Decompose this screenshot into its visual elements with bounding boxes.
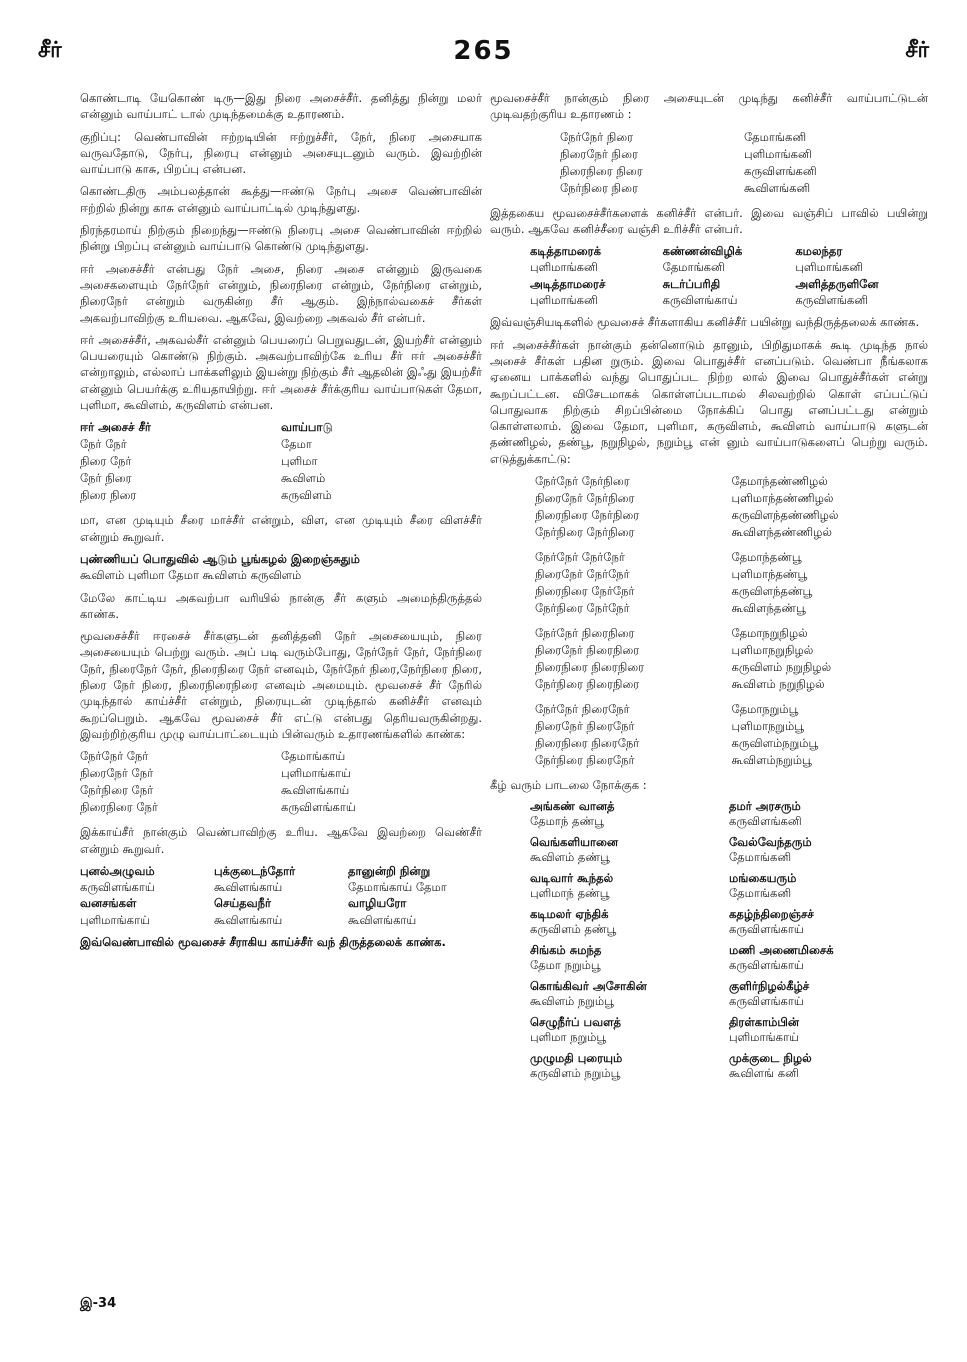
verse-scansion: புளிமாங்காய்	[729, 1030, 799, 1045]
verse-word: தமர் அரசரும்	[729, 799, 801, 814]
verse-pair	[729, 1015, 928, 1045]
table-cell: தேமாங்கனி	[744, 129, 807, 144]
verse-scansion: தேமாங்கனி	[729, 886, 792, 901]
table-cell: கருவிளங்காய்	[281, 800, 356, 815]
verse-pair	[729, 943, 928, 973]
table-cell: புளிமாநறுநிழல்	[731, 643, 814, 658]
table-cell: கூவிளந்தண்ணிழல்	[731, 525, 832, 540]
table-cell: கருவிளந்தண்ணிழல்	[731, 508, 839, 523]
running-header-right: சீர்	[905, 38, 929, 63]
table-cell: நிரைநேர் நேர்நேர்	[535, 567, 630, 582]
table-cell: நேர்நிரை நேர்நேர்	[535, 601, 630, 616]
verse-scansion: கருவிளங்காய்	[80, 880, 155, 895]
table-cell: நிரைநிரை நிரைநிரை	[535, 660, 645, 675]
verse-word: வெங்களியானை	[530, 835, 619, 850]
verse-scansion: கூவிளம் நறும்பூ	[530, 994, 614, 1009]
verse-pair	[530, 835, 729, 865]
table-cell: கருவிளந்தண்பூ	[731, 584, 813, 599]
verse-word: கடிமலர் ஏந்திக்	[530, 907, 609, 922]
table-cell: கருவிளங்கனி	[744, 163, 817, 178]
verse-scansion: கருவிளங்கனி	[795, 293, 868, 308]
pothu-table-4	[490, 701, 928, 769]
verse-word: அடித்தாமரைச்	[530, 276, 606, 291]
kani-table	[490, 129, 928, 197]
table-cell: கூவிளம்நறும்பூ	[731, 753, 812, 768]
paragraph: இக்காய்சீர் நான்கும் வெண்பாவிற்கு உரிய. ஆகவே இவற்றை வெண்சீர் என்றும் கூறுவர்.	[80, 825, 482, 856]
pothu-table-2	[490, 549, 928, 617]
verse-scansion: கூவிளங்காய்	[214, 912, 283, 927]
verse-word: சிங்கம் சுமந்த	[530, 943, 602, 958]
verse-pair	[729, 871, 928, 901]
verse-word: கண்ணன்விழிக்	[662, 244, 743, 259]
verse-scansion: தேமாங்காய் தேமா	[348, 880, 447, 895]
table-header: ஈர் அசைச் சீர்	[80, 420, 151, 435]
verse-word: முழுமதி புரையும்	[530, 1051, 623, 1066]
two-syllable-table	[80, 419, 482, 504]
verse-word: கொங்கிவர் அசோகின்	[530, 979, 647, 994]
paragraph: கொண்டதிரு அம்பலத்தான் கூத்து—ஈண்டு நேர்பு அசை வெண்பாவின் ஈற்றில் நின்று காசு என்னும் வாய்பாட்டில் முடிந்துளது.	[80, 184, 482, 215]
verse-scansion: கருவிளங்காய்	[662, 293, 738, 308]
paragraph: ஈர் அசைச்சீர்கள் நான்கும் தன்னொடும் தானும், பிறிதுமாகக் கூடி முடிந்த நால் அசைச் சீர்கள் பதின றுரும். இவை பொதுச்சீர் எனப்படும். வெண்பா நீங்கலாக ஏனைய பாக்களில் வந்து பொதுப்பட நிற்ற லால் இவை பொதுச்சீர்கள் என்று கூறப்பட்டன. விசேடமாகக் கொள்ளப்படாமல் சிலவற்றில் கொள் எப்பட்டுப் பொதுவாக நிற்கும் சிறப்பின்மை நோக்கிப் பொது எனப்பட்டது என்றும் கொள்ளலாம். இவை தேமா, புளிமா, கருவிளம், கூவிளம் வாய்பாடு களுடன் தண்ணிழல், தண்பூ, நறுநிழல், நறும்பூ என் னும் வாய்பாடுகளைப் பெற்று வரும். எடுத்துக்காட்டு:	[490, 337, 928, 466]
verse-word: குளிர்நிழல்கீழ்ச்	[729, 979, 810, 994]
table-cell: நேர்நேர் நிரைநிரை	[535, 626, 635, 641]
table-cell: புளிமா	[281, 454, 318, 469]
verse-word: மணி அணைமிசைக்	[729, 943, 834, 958]
verse-word: மங்கையரும்	[729, 871, 797, 886]
verse-scansion: தேமா நறும்பூ	[530, 958, 601, 973]
paragraph: கொண்டாடி யேகொண் டிரு—இது நிரை அசைச்சீர். தனித்து நின்று மலர் என்னும் வாய்பாட் டால் முடிந்தமைக்கு உதாரணம்.	[80, 91, 482, 122]
paragraph: மூவசைச்சீர் ஈரசைச் சீர்களுடன் தனித்தனி நேர் அசையையும், நிரை அசையையும் பெற்று வரும். அப் படி வரும்போது, நேர்நேர் நேர், நேர்நிரை நேர், நிரைநேர் நேர், நிரைநிரை நேர் எனவும், நேர்நேர் நிரை,நேர்நிரை நிரை, நிரை நேர் நிரை, நிரைநிரைநிரை எனவும் அமையும். மூவசைச் சீர் நேரில் முடிந்தால் காய்ச்சீர் என்றும், நிரையுடன் முடிந்தால் கனிச்சீர் எனவும் கூறப்பெறும். ஆகவே மூவசைச் சீர் எட்டு என்பது தெரியவருகின்றது. இவற்றிற்குரிய முழு வாய்பாட்டையும் பின்வரும் உதாரணங்களில் காண்க:	[80, 629, 482, 741]
table-cell: புளிமாந்தண்ணிழல்	[731, 491, 834, 506]
table-cell: நிரைநேர் நிரைநிரை	[535, 643, 640, 658]
verse-word: வனசங்கள்	[80, 896, 137, 911]
table-cell: நிரைநிரை நேர்	[80, 800, 158, 815]
verse-pair	[530, 871, 729, 901]
table-cell: தேமாநறுநிழல்	[731, 626, 808, 641]
table-header: வாய்பாடு	[281, 420, 333, 435]
table-cell: கருவிளம்நறும்பூ	[731, 736, 819, 751]
example-verse: புண்ணியப் பொதுவில் ஆடும் பூங்கழல் இறைஞ்சுதும்	[80, 551, 360, 566]
table-cell: நிரைநிரை நேர்நிரை	[535, 508, 640, 523]
table-cell: நிரைநிரை நிரை	[560, 163, 643, 178]
paragraph: கீழ் வரும் பாடலை நோக்குக :	[490, 778, 647, 793]
verse-scansion: தேமாந் தண்பூ	[530, 814, 604, 829]
venba-example	[80, 863, 482, 928]
verse-scansion: கருவிளங்காய்	[729, 922, 804, 937]
verse-scansion: கருவிளங்காய்	[729, 994, 804, 1009]
verse-pairs	[490, 799, 928, 1081]
table-cell: புளிமாந்தண்பூ	[731, 567, 808, 582]
table-cell: நேர்நேர் நிரைநேர்	[535, 702, 630, 717]
paragraph: மேலே காட்டிய அகவற்பா வரியில் நான்கு சீர் களும் அமைந்திருத்தல் காண்க.	[80, 590, 482, 621]
verse-pair	[729, 907, 928, 937]
paragraph: மூவசைச்சீர் நான்கும் நிரை அசையுடன் முடிந்து கனிச்சீர் வாய்பாட்டுடன் முடிவதற்குரிய உதாரணம் :	[490, 91, 928, 122]
verse-scansion: புளிமாங்கனி	[530, 293, 598, 308]
verse-scansion: கருவிளங்கனி	[729, 814, 802, 829]
table-cell: கருவிளம் நறுநிழல்	[731, 660, 832, 675]
verse-word: அளித்தருளினே	[795, 276, 879, 291]
verse-scansion: கூவிளங்காய்	[214, 880, 283, 895]
table-cell: நேர்நிரை நேர்	[80, 783, 154, 798]
paragraph: நிரந்தரமாய் நிற்கும் நிறைந்து—ஈண்டு நிரைபு அசை வெண்பாவின் ஈற்றில் நின்று பிறப்பு என்னும் வாய்பாடு கொண்டு முடிந்துளது.	[80, 223, 482, 254]
verse-scansion: புளிமாங்காய்	[80, 912, 150, 927]
table-cell: புளிமாங்கனி	[744, 146, 812, 161]
verse-scansion: கருவிளங்காய்	[729, 958, 804, 973]
table-cell: நேர் நேர்	[80, 437, 127, 452]
verse-word: திரள்காம்பின்	[729, 1015, 799, 1030]
verse-pair	[530, 979, 729, 1009]
table-cell: கூவிளங்கனி	[744, 180, 811, 195]
table-cell: நிரை நேர்	[80, 454, 132, 469]
verse-word: தானுன்றி நின்று	[348, 863, 431, 878]
verse-pair	[530, 1015, 729, 1045]
right-column	[490, 90, 928, 1085]
verse-scansion: தேமாங்கனி	[729, 850, 792, 865]
pothu-table-1	[490, 473, 928, 541]
paragraph: இத்தகைய மூவசைச்சீர்களைக் கனிச்சீர் என்பர். இவை வஞ்சிப் பாவில் பயின்று வரும். ஆகவே கனிச்சீரை வஞ்சி உரிச்சீர் என்பர்.	[490, 205, 928, 236]
table-cell: புளிமாங்காய்	[281, 766, 351, 781]
verse-pair	[530, 943, 729, 973]
vanji-example	[490, 243, 928, 308]
verse-scansion: கூவிளங் கனி	[729, 1066, 799, 1081]
table-cell: புளிமாநறும்பூ	[731, 719, 805, 734]
verse-word: செய்தவநீர்	[214, 896, 272, 911]
table-cell: தேமாநறும்பூ	[731, 702, 799, 717]
table-cell: நேர் நிரை	[80, 471, 132, 486]
table-cell: கூவிளங்காய்	[281, 783, 350, 798]
table-cell: நிரைநேர் நிரைநேர்	[535, 719, 635, 734]
table-cell: நிரைநேர் நேர்நிரை	[535, 491, 635, 506]
table-cell: நிரைநிரை நேர்நேர்	[535, 584, 635, 599]
table-cell: நேர்நேர் நேர்நேர்	[535, 550, 625, 565]
verse-scansion: தேமாங்கனி	[662, 260, 725, 275]
table-cell: நிரைநிரை நிரைநேர்	[535, 736, 640, 751]
table-cell: நேர்நிரை நேர்நிரை	[535, 525, 635, 540]
pothu-table-3	[490, 625, 928, 693]
verse-scansion: புளிமாந் தண்பூ	[530, 886, 610, 901]
verse-word: முக்குடை நிழல்	[729, 1051, 812, 1066]
paragraph: ஈர் அசைச்சீர் என்பது நேர் அசை, நிரை அசை என்னும் இருவகை அசைகளையும் நேர்நேர் என்றும், நிரைநிரை என்றும், நேர்நிரை என்றும், நிரைநேர் என்றும் வருகின்ற சீர் ஆகும். இந்நால்வகைச் சீர்கள் அகவற்பாவிற்கு உரியவை. ஆகவே, இவற்றை அகவல் சீர் என்பர்.	[80, 261, 482, 325]
verse-word: வடிவார் கூந்தல்	[530, 871, 614, 886]
table-cell: நேர்நேர் நேர்	[80, 749, 149, 764]
verse-scansion: புளிமா நறும்பூ	[530, 1030, 607, 1045]
verse-word: சுடர்ப்பரிதி	[662, 276, 721, 291]
running-header-left: சீர்	[38, 38, 62, 63]
verse-pair	[530, 1051, 729, 1081]
verse-word: அங்கண் வானத்	[530, 799, 615, 814]
table-cell: கூவிளந்தண்பூ	[731, 601, 806, 616]
verse-pair	[729, 835, 928, 865]
left-column	[80, 90, 482, 956]
verse-word: செழுநீர்ப் பவளத்	[530, 1015, 621, 1030]
paragraph: குறிப்பு: வெண்பாவின் ஈற்றடியின் ஈற்றுச்சீர், நேர், நிரை அசையாக வருவதோடு, நேர்பு, நிரைபு என்னும் அசையுடனும் வரும். இவற்றின் வாய்பாடு காசு, பிறப்பு என்பன.	[80, 129, 482, 177]
paragraph: இவ்வஞ்சியடிகளில் மூவசைச் சீர்களாகிய கனிச்சீர் பயின்று வந்திருத்தலைக் காண்க.	[490, 315, 920, 330]
table-cell: தேமாங்காய்	[281, 749, 346, 764]
table-cell: தேமாந்தண்பூ	[731, 550, 802, 565]
table-cell: நேர்நிரை நிரைநேர்	[535, 753, 635, 768]
table-cell: கருவிளம்	[281, 488, 332, 503]
table-cell: நேர்நேர் நிரை	[560, 129, 634, 144]
verse-word: வாழியரோ	[348, 896, 407, 911]
table-cell: நிரை நிரை	[80, 488, 137, 503]
verse-scansion: கூவிளங்காய்	[348, 912, 417, 927]
verse-word: கடித்தாமரைக்	[530, 244, 601, 259]
verse-pair	[530, 799, 729, 829]
table-cell: நேர்நிரை நிரை	[560, 180, 638, 195]
table-cell: நிரைநேர் நிரை	[560, 146, 638, 161]
verse-word: புக்குடைந்தோர்	[214, 863, 296, 878]
verse-pair	[729, 799, 928, 829]
table-cell: கூவிளம்	[281, 471, 326, 486]
table-cell: நிரைநேர் நேர்	[80, 766, 154, 781]
example-scansion: கூவிளம் புளிமா தேமா கூவிளம் கருவிளம்	[80, 568, 302, 583]
table-cell: கூவிளம் நறுநிழல்	[731, 677, 825, 692]
verse-scansion: கருவிளம் தண்பூ	[530, 922, 617, 937]
verse-scansion: புளிமாங்கனி	[530, 260, 598, 275]
verse-pair	[530, 907, 729, 937]
paragraph: இவ்வெண்பாவில் மூவசைச் சீராகிய காய்ச்சீர் வந் திருத்தலைக் காண்க.	[80, 934, 446, 949]
signature-mark: இ-34	[80, 1296, 117, 1311]
verse-word: கதழ்ந்திறைஞ்சச்	[729, 907, 814, 922]
verse-scansion: கருவிளம் நறும்பூ	[530, 1066, 621, 1081]
verse-word: வேல்வேந்தரும்	[729, 835, 812, 850]
verse-scansion: கூவிளம் தண்பூ	[530, 850, 610, 865]
table-cell: நேர்நேர் நேர்நிரை	[535, 474, 630, 489]
verse-word: புனல்அழுவம்	[80, 863, 155, 878]
three-syllable-table	[80, 748, 482, 816]
verse-pair	[729, 979, 928, 1009]
table-cell: நேர்நிரை நிரைநிரை	[535, 677, 640, 692]
table-cell: தேமா	[281, 437, 312, 452]
page-number: 265	[453, 36, 514, 66]
verse-scansion: புளிமாங்கனி	[795, 260, 864, 275]
paragraph: ஈர் அசைச்சீர், அகவல்சீர் என்னும் பெயரைப் பெறுவதுடன், இயற்சீர் என்னும் பெயரையும் கொண்டு நிற்கும். அகவற்பாவிற்கே உரிய சீர் ஈர் அசைச்சீர் என்றாலும், எல்லாப் பாக்களிலும் இயன்று நிற்கும் சீர் ஆதலின் இஃது இயற்சீர் என்னும் பெயர்க்கு உரியதாயிற்று. ஈர் அசைச் சீர்க்குரிய வாய்பாடுகள் தேமா, புளிமா, கூவிளம், கருவிளம் என்பன.	[80, 332, 482, 413]
verse-word: கமலந்தர	[795, 244, 843, 259]
paragraph: மா, என முடியும் சீரை மாச்சீர் என்றும், விள, என முடியும் சீரை விளச்சீர் என்றும் கூறுவர்.	[80, 513, 482, 544]
verse-pair	[729, 1051, 928, 1081]
table-cell: தேமாந்தண்ணிழல்	[731, 474, 828, 489]
